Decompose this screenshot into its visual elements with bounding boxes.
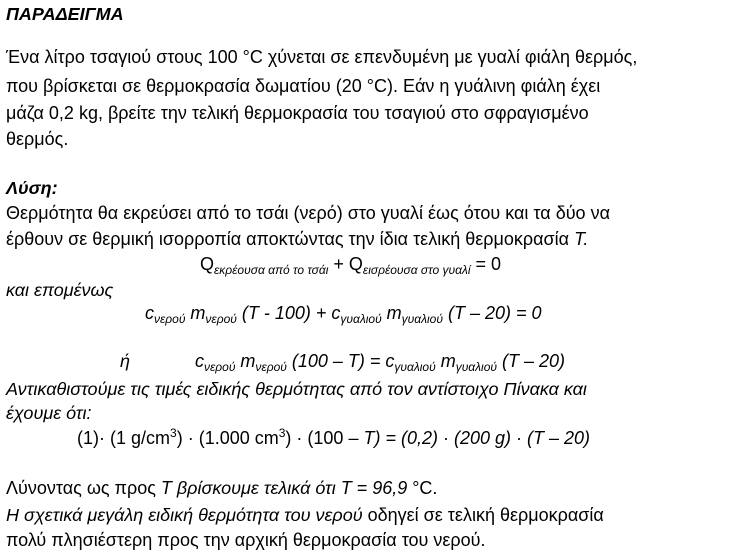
solution-label: Λύση:	[6, 178, 58, 198]
example-heading: ΠΑΡΑΔΕΙΓΜΑ	[6, 4, 124, 24]
problem-line-4: θερμός.	[6, 129, 69, 149]
problem-line-1: Ένα λίτρο τσαγιού στους 100 °C χύνεται σε επενδυμένη με γυαλί φιάλη θερμός,	[6, 47, 638, 67]
note-line-1: Η σχετικά μεγάλη ειδική θερμότητα του νερού οδηγεί σε τελική θερμοκρασία	[6, 505, 604, 525]
kai-epomenos: και επομένως	[6, 280, 114, 300]
result-line: Λύνοντας ως προς T βρίσκουμε τελικά ότι T = 96,9 °C.	[6, 478, 438, 498]
solution-line-1: Θερμότητα θα εκρεύσει από το τσάι (νερό) στο γυαλί έως ότου και τα δύο να	[6, 203, 610, 223]
note-line-2: πολύ πλησιέστερη προς την αρχική θερμοκρασία του νερού.	[6, 530, 486, 550]
solution-line-2: έρθουν σε θερμική ισορροπία αποκτώντας την ίδια τελική θερμοκρασία T.	[6, 229, 589, 249]
numeric-equation: (1)· (1 $g/cm^3) \cdot (1.000$ $cm^3) \cdot (100 - T) = (0,2) \cdot (200$ g) · (T – 20)	[77, 426, 591, 448]
substitution-line-2: έχουμε ότι:	[6, 403, 92, 423]
problem-line-3: μάζα 0,2 kg, βρείτε την τελική θερμοκρασία του τσαγιού στο σφραγισμένο	[6, 103, 589, 123]
substitution-line-1: Αντικαθιστούμε τις τιμές ειδικής θερμότητας από τον αντίστοιχο Πίνακα και	[6, 379, 587, 399]
equation-rearranged: $c_{\nu\varepsilon\rho oύ}$ $m_{\nu\varepsilon\rho oύ}$ $(100 - T) = c_{\gamma\upsilon\alpha\lambda\iota oύ}$ $m_{\gamma\upsilon\alpha\lambda\iota oύ}$ (T – 20)	[195, 351, 566, 374]
heat-balance-equation: $Q_{\varepsilon\kappa\rho έo\upsilon\sigma\alpha \alpha\pi ό \tau o \tau\sigma ά\iota} + Q_{\varepsilon\iota\sigma\rho έo\upsilon\sigma\alpha \sigma\tau o \gamma\upsilon\alpha\lambda ί} = 0$	[200, 254, 502, 277]
problem-line-2: που βρίσκεται σε θερμοκρασία δωματίου (20 °C). Εάν η γυάλινη φιάλη έχει	[6, 76, 601, 96]
equation-expanded: $c_{\nu\varepsilon\rho oύ}$ $m_{\nu\varepsilon\rho oύ}$ $(T - 100) + c_{\gamma\upsilon\alpha\lambda\iota oύ}$ $m_{\gamma\upsilon\alpha\lambda\iota oύ}$ (T – 20) = 0	[145, 303, 542, 326]
or-label: ή	[120, 351, 130, 371]
